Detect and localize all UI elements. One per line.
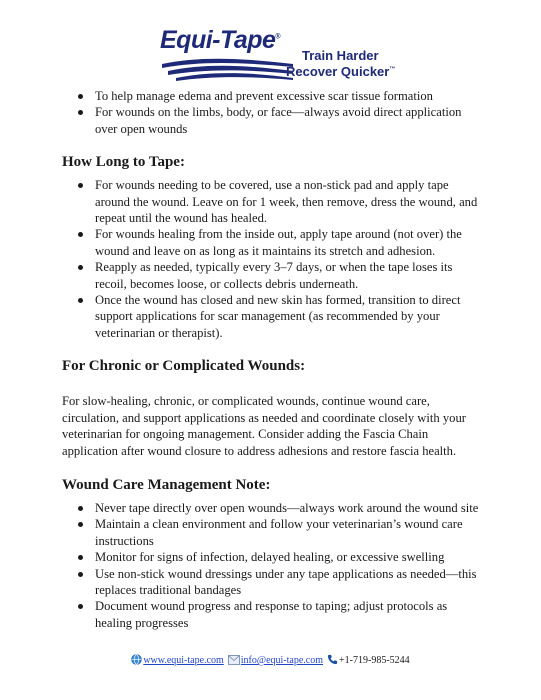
chronic-paragraph: For slow-healing, chronic, or complicated wounds, continue wound care, circulation, and support applications as needed and coordinate closely with your veterinarian for ongoing management. Consider adding the Fascia Chain application after wound closure to address adhesions and restore fascia health. — [62, 394, 466, 458]
note-list — [62, 500, 482, 631]
list-item: Reapply as needed, typically every 3–7 days, or when the tape loses its recoil, becomes loose, or collects debris underneath. — [62, 259, 482, 292]
intro-list — [62, 88, 482, 137]
section-heading-note: Wound Care Management Note: — [62, 476, 271, 493]
list-item: For wounds needing to be covered, use a non-stick pad and apply tape around the wound. Leave on for 1 week, then remove, dress the wound, and repeat until the wound has healed. — [62, 177, 482, 226]
page-footer — [0, 654, 541, 668]
globe-icon — [131, 654, 142, 665]
bullet-icon — [78, 94, 83, 99]
how-long-list — [62, 177, 482, 341]
list-item: To help manage edema and prevent excessive scar tissue formation — [62, 88, 482, 104]
list-item: For wounds on the limbs, body, or face—always avoid direct application over open wounds — [62, 104, 482, 137]
bullet-icon — [78, 555, 83, 560]
list-item: Use non-stick wound dressings under any tape applications as needed—this replaces traditional bandages — [62, 566, 482, 599]
logo-wordmark: Equi-Tape® — [160, 26, 281, 54]
phone-number: +1-719-985-5244 — [339, 655, 410, 666]
logo-tagline-2: Recover Quicker™ — [286, 64, 396, 79]
list-item: Once the wound has closed and new skin has formed, transition to direct support applications for scar management (as recommended by your veterinarian or therapist). — [62, 292, 482, 341]
bullet-icon — [78, 604, 83, 609]
bullet-icon — [78, 522, 83, 527]
bullet-icon — [78, 298, 83, 303]
list-item: For wounds healing from the inside out, apply tape around (not over) the wound and leave on as long as it maintains its stretch and adhesion. — [62, 226, 482, 259]
section-heading-chronic: For Chronic or Complicated Wounds: — [62, 358, 306, 375]
bullet-icon — [78, 232, 83, 237]
list-item: Document wound progress and response to taping; adjust protocols as healing progresses — [62, 598, 482, 631]
bullet-icon — [78, 183, 83, 188]
logo-swoosh-icon — [160, 54, 295, 82]
envelope-icon — [228, 655, 240, 665]
bullet-icon — [78, 110, 83, 115]
logo-tagline-1: Train Harder — [302, 48, 379, 63]
email-link[interactable]: info@equi-tape.com — [240, 655, 324, 666]
list-item: Never tape directly over open wounds—always work around the wound site — [62, 500, 482, 516]
bullet-icon — [78, 572, 83, 577]
page-header — [0, 0, 541, 86]
phone-icon — [327, 654, 338, 665]
document-body — [62, 88, 482, 631]
website-link[interactable]: www.equi-tape.com — [143, 655, 224, 666]
list-item: Maintain a clean environment and follow your veterinarian’s wound care instructions — [62, 516, 482, 549]
list-item: Monitor for signs of infection, delayed healing, or excessive swelling — [62, 549, 482, 565]
bullet-icon — [78, 265, 83, 270]
section-heading-how-long: How Long to Tape: — [62, 154, 185, 171]
bullet-icon — [78, 506, 83, 511]
equi-tape-logo — [160, 26, 396, 86]
